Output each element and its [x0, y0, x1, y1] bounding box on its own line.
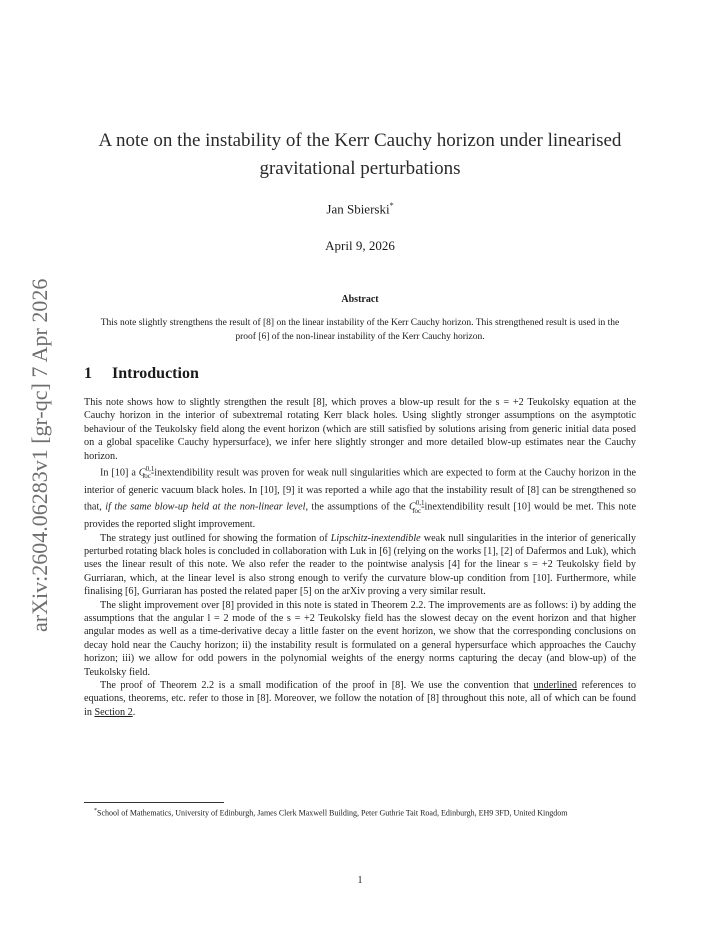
underlined-word: underlined [533, 679, 578, 691]
page-number: 1 [357, 875, 363, 886]
paper-title: A note on the instability of the Kerr Cauchy horizon under linearised gravitational perturbations [98, 130, 622, 179]
math-sub-1: loc [142, 472, 151, 481]
section-heading [84, 365, 199, 383]
paragraph-1: This note shows how to slightly strengthen the result [8], which proves a blow-up result for the s = +2 Teukolsky equation at the Cauchy horizon in the interior of subextremal rotating Kerr black holes. Using slightly stronger assumptions on the asymptotic behaviour of the Teukolsky field along the event horizon (which are still satisfied by solutions arising from generic initial data posed on a global spacelike Cauchy hypersurface), we infer here slightly stronger and more detailed blow-up estimates near the Cauchy horizon. [84, 397, 636, 462]
math-sup-2: 0,1 [415, 499, 425, 508]
footnote-mark: * [94, 808, 97, 814]
paragraph-5-text-a: The proof of Theorem 2.2 is a small modification of the proof in [8]. We use the convention that [100, 679, 534, 691]
paragraph-3 [84, 532, 636, 599]
paragraph-2-italic: if the same blow-up held at the non-linear level [105, 501, 306, 513]
paragraph-3-text-b: weak null singularities in the interior of generically perturbed rotating black holes is concluded in collaboration with Luk in [6] (relying on the works [1], [2] of Dafermos and Luk), which uses the linear result of this note. We also refer the reader to the pointwise analysis [4] for the linear s = +2 Teukolsky field by Gurriaran, which, at the linear level is also strong enough to verify the curvature blow-up condition from [10]. Furthermore, while finalising [6], Gurriaran has posted the related paper [5] on the arXiv proving a very similar result. [84, 532, 636, 598]
math-c-loc-1: C [138, 467, 146, 479]
author-footnote-mark: * [389, 201, 394, 210]
paragraph-3-italic: Lipschitz-inextendible [330, 532, 421, 544]
paragraph-2-text-c: , the assumptions of the [305, 501, 409, 513]
section-title: Introduction [112, 365, 199, 382]
footnote-divider [84, 802, 224, 803]
math-sup-1: 0,1 [145, 465, 155, 474]
paragraph-2 [84, 463, 636, 531]
paragraph-2-text-a: In [10] a [100, 467, 139, 479]
math-sub-2: loc [412, 506, 422, 515]
paragraph-5-text-b: references to equations, theorems, etc. refer to those in [8]. Moreover, we follow the notation of [8] throughout this note, all of which can be found in [84, 679, 636, 718]
paragraph-5 [84, 679, 636, 719]
footnote-text: School of Mathematics, University of Edinburgh, James Clerk Maxwell Building, Peter Guthrie Tait Road, Edinburgh, EH9 3FD, United Kingdom [97, 808, 568, 818]
paragraph-2-text-b: -inextendibility result was proven for weak null singularities which are expected to form at the Cauchy horizon in the interior of generic vacuum black holes. In [10], [9] it was reported a while ago that the instability result of [8] can be strengthened so that, [84, 467, 637, 513]
paragraph-3-text-a: The strategy just outlined for showing the formation of [100, 532, 331, 544]
paper-date: April 9, 2026 [325, 238, 395, 253]
paragraph-5-text-c: . [132, 706, 136, 718]
section-number: 1 [84, 365, 92, 382]
author-name: Jan Sbierski [326, 201, 390, 217]
paragraph-4: The slight improvement over [8] provided in this note is stated in Theorem 2.2. The improvements are as follows: i) by adding the assumptions that the angular l = 2 mode of the s = +2 Teukolsky field has the slowest decay on the event horizon and that higher angular modes as well as a time-derivative decay a little faster on the event horizon, we show that the corresponding conclusions on decay hold near the Cauchy horizon; ii) the instability result is formulated on a general hypersurface which approaches the Cauchy horizon; iii) we allow for odd powers in the polynomial weights of the energy norms capturing the decay (and blow-up) of the Teukolsky field. [84, 599, 636, 678]
footnote [84, 806, 636, 819]
arxiv-identifier-stamp: arXiv:2604.06283v1 [gr-qc] 7 Apr 2026 [27, 278, 52, 632]
math-c-loc-2: C [408, 501, 416, 513]
paragraph-2-text-d: -inextendibility result [10] would be met. This note provides the reported slight improvement. [84, 501, 636, 531]
author-line [0, 197, 720, 218]
section-body [84, 396, 636, 719]
abstract-text: This note slightly strengthens the result of [8] on the linear instability of the Kerr Cauchy horizon. This strengthened result is used in the proof [6] of the non-linear instability of the Kerr Cauchy horizon. [100, 318, 620, 342]
abstract-heading: Abstract [341, 294, 379, 305]
section-2-link[interactable]: Section 2 [94, 706, 133, 718]
